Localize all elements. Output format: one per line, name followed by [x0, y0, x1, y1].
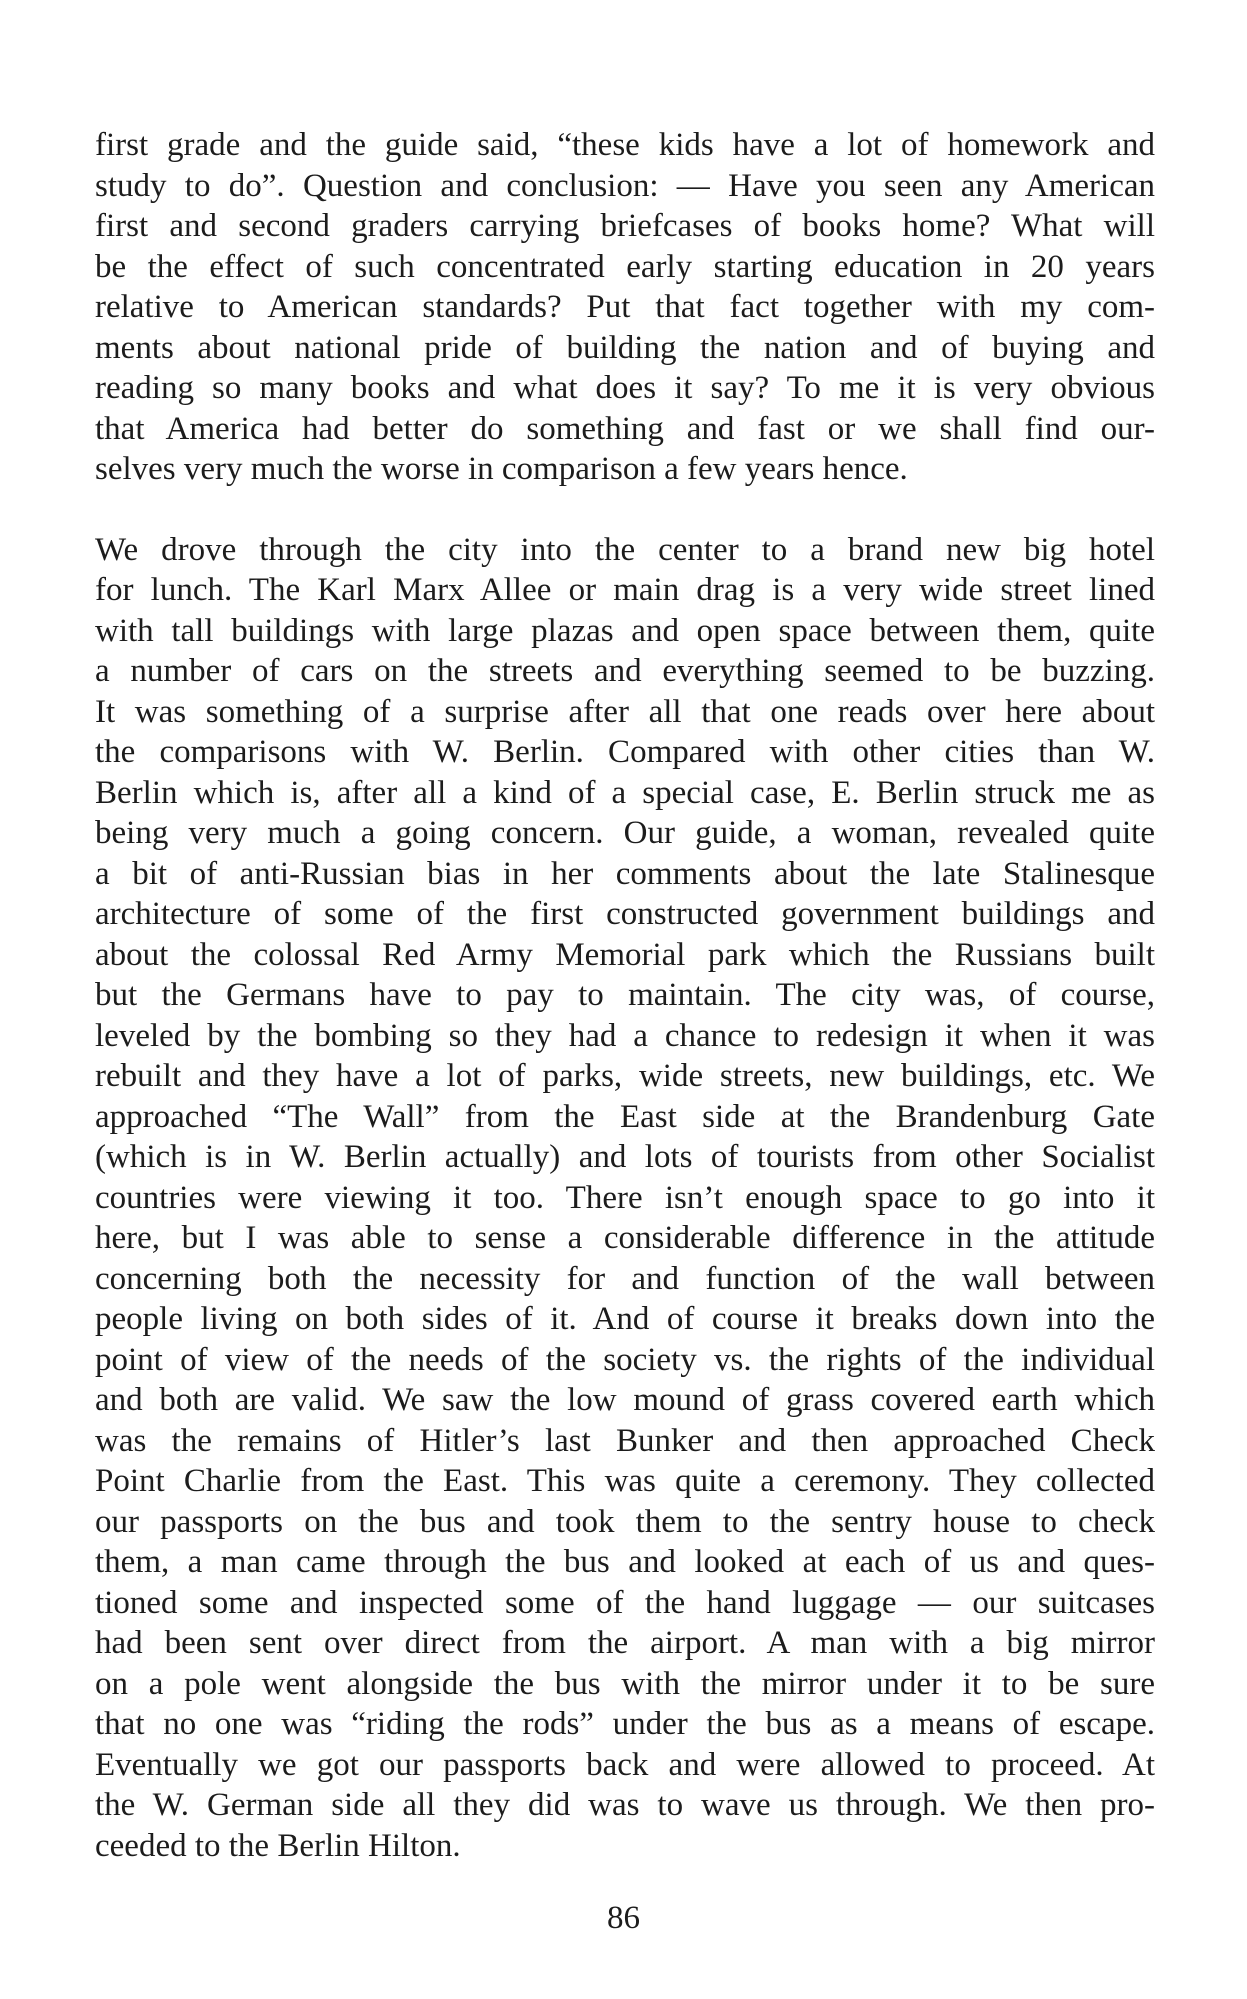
paragraph-line: first and second graders carrying briefcases of books home? What will: [95, 208, 1155, 244]
paragraph-line: that no one was “riding the rods” under the bus as a means of escape.: [95, 1706, 1155, 1742]
paragraph-line: them, a man came through the bus and looked at each of us and ques-: [95, 1544, 1155, 1580]
paragraph-line: Berlin which is, after all a kind of a special case, E. Berlin struck me as: [95, 774, 1155, 811]
paragraph-line: was the remains of Hitler’s last Bunker and then approached Check: [95, 1422, 1155, 1459]
paragraph-line: a bit of anti-Russian bias in her comments about the late Stalinesque: [95, 855, 1155, 892]
paragraph-line: that America had better do something and fast or we shall find our-: [95, 410, 1155, 447]
paragraph-line: It was something of a surprise after all that one reads over here about: [95, 693, 1155, 730]
paragraph-line: We drove through the city into the center to a brand new big hotel: [95, 531, 1155, 568]
paragraph-line: leveled by the bombing so they had a chance to redesign it when it was: [95, 1017, 1155, 1054]
text-column: [95, 125, 1155, 1866]
paragraph-line: but the Germans have to pay to maintain. The city was, of course,: [95, 977, 1155, 1013]
paragraph-line: our passports on the bus and took them to the sentry house to check: [95, 1503, 1155, 1540]
paragraph-line: concerning both the necessity for and function of the wall between: [95, 1260, 1155, 1297]
paragraph-line: selves very much the worse in comparison a few years hence.: [95, 451, 908, 487]
page-number: 86: [607, 1900, 640, 1936]
paragraph-line: with tall buildings with large plazas and open space between them, quite: [95, 612, 1155, 649]
paragraph-line: Eventually we got our passports back and were allowed to proceed. At: [95, 1746, 1155, 1783]
paragraph-line: point of view of the needs of the society vs. the rights of the individual: [95, 1341, 1155, 1378]
paragraph-line: had been sent over direct from the airport. A man with a big mirror: [95, 1625, 1155, 1661]
paragraph-line: first grade and the guide said, “these kids have a lot of homework and: [95, 127, 1155, 163]
paragraph-line: a number of cars on the streets and everything seemed to be buzzing.: [95, 653, 1155, 689]
paragraph-line: the comparisons with W. Berlin. Compared with other cities than W.: [95, 734, 1155, 770]
paragraph-1: [95, 125, 1155, 490]
paragraph-line: people living on both sides of it. And of course it breaks down into the: [95, 1301, 1155, 1337]
paragraph-line: the W. German side all they did was to wave us through. We then pro-: [95, 1787, 1155, 1823]
paragraph-line: reading so many books and what does it say? To me it is very obvious: [95, 370, 1155, 406]
paragraph-line: being very much a going concern. Our guide, a woman, revealed quite: [95, 815, 1155, 851]
paragraph-line: approached “The Wall” from the East side at the Brandenburg Gate: [95, 1098, 1155, 1135]
paragraph-line: about the colossal Red Army Memorial park which the Russians built: [95, 936, 1155, 973]
paragraph-line: on a pole went alongside the bus with the mirror under it to be sure: [95, 1665, 1155, 1702]
paragraph-line: (which is in W. Berlin actually) and lots of tourists from other Socialist: [95, 1139, 1155, 1175]
paragraph-2: [95, 530, 1155, 1867]
paragraph-line: rebuilt and they have a lot of parks, wide streets, new buildings, etc. We: [95, 1058, 1155, 1094]
paragraph-line: study to do”. Question and conclusion: — Have you seen any American: [95, 167, 1155, 204]
paragraph-line: countries were viewing it too. There isn’t enough space to go into it: [95, 1179, 1155, 1216]
paragraph-line: Point Charlie from the East. This was quite a ceremony. They collected: [95, 1463, 1155, 1499]
paragraph-line: ments about national pride of building the nation and of buying and: [95, 329, 1155, 366]
paragraph-line: ceeded to the Berlin Hilton.: [95, 1827, 461, 1864]
paragraph-line: and both are valid. We saw the low mound of grass covered earth which: [95, 1382, 1155, 1418]
paragraph-line: architecture of some of the first constructed government buildings and: [95, 896, 1155, 932]
paragraph-line: here, but I was able to sense a considerable difference in the attitude: [95, 1220, 1155, 1256]
paragraph-line: tioned some and inspected some of the hand luggage — our suitcases: [95, 1584, 1155, 1621]
paragraph-spacer: [95, 490, 1155, 530]
paragraph-line: relative to American standards? Put that fact together with my com-: [95, 289, 1155, 325]
paragraph-line: be the effect of such concentrated early starting education in 20 years: [95, 248, 1155, 285]
paragraph-line: for lunch. The Karl Marx Allee or main drag is a very wide street lined: [95, 572, 1155, 608]
